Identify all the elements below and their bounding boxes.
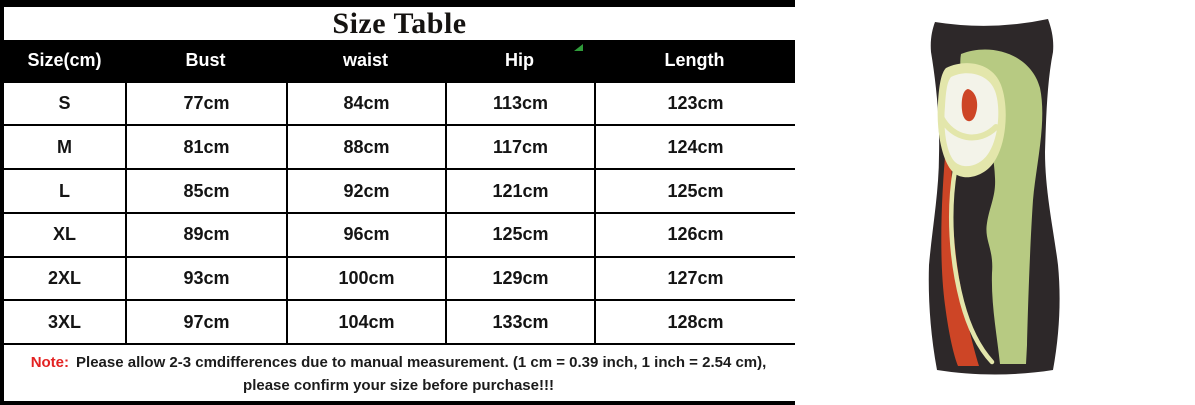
table-row (4, 168, 795, 212)
waist-cell: 96cm (286, 214, 445, 256)
table-row (4, 212, 795, 256)
hip-cell: 129cm (445, 258, 594, 300)
note-text: Please allow 2-3 cmdifferences due to manual measurement. (1 cm = 0.39 inch, 1 inch = 2.54 cm), please confirm your size before purchase!!! (76, 354, 767, 394)
table-row (4, 256, 795, 300)
size-cell: 3XL (47, 311, 81, 332)
hip-cell: 133cm (445, 301, 594, 343)
note-label: Note: (30, 354, 70, 372)
table-row (4, 124, 795, 168)
hip-cell: 113cm (445, 83, 594, 125)
bust-cell: 93cm (125, 258, 286, 300)
size-cell: M (57, 136, 72, 157)
hip-cell: 121cm (445, 170, 594, 212)
length-cell: 125cm (594, 170, 795, 212)
waist-cell: 84cm (286, 83, 445, 125)
column-header-hip: Hip (505, 49, 534, 70)
length-cell: 127cm (594, 258, 795, 300)
size-cell: XL (52, 224, 76, 245)
size-cell: 2XL (47, 267, 81, 288)
column-header-length: Length (664, 49, 725, 70)
measurement-note (4, 343, 795, 401)
column-header-waist: waist (342, 49, 389, 70)
page-title: Size Table (332, 6, 467, 40)
waist-cell: 100cm (286, 258, 445, 300)
table-row (4, 299, 795, 343)
length-cell: 123cm (594, 83, 795, 125)
waist-cell: 104cm (286, 301, 445, 343)
bust-cell: 85cm (125, 170, 286, 212)
bust-cell: 97cm (125, 301, 286, 343)
table-row (4, 81, 795, 125)
product-photo-panel (795, 0, 1195, 405)
bust-cell: 89cm (125, 214, 286, 256)
size-cell: S (58, 93, 71, 114)
hip-cell: 125cm (445, 214, 594, 256)
bust-cell: 81cm (125, 126, 286, 168)
column-header-bust: Bust (185, 49, 226, 70)
table-header-row (4, 40, 795, 81)
column-header-size: Size(cm) (27, 49, 102, 70)
length-cell: 126cm (594, 214, 795, 256)
bust-cell: 77cm (125, 83, 286, 125)
length-cell: 124cm (594, 126, 795, 168)
length-cell: 128cm (594, 301, 795, 343)
size-cell: L (59, 180, 70, 201)
dress-illustration (795, 0, 1195, 405)
waist-cell: 88cm (286, 126, 445, 168)
hip-cell: 117cm (445, 126, 594, 168)
waist-cell: 92cm (286, 170, 445, 212)
green-mark-icon (574, 39, 584, 57)
